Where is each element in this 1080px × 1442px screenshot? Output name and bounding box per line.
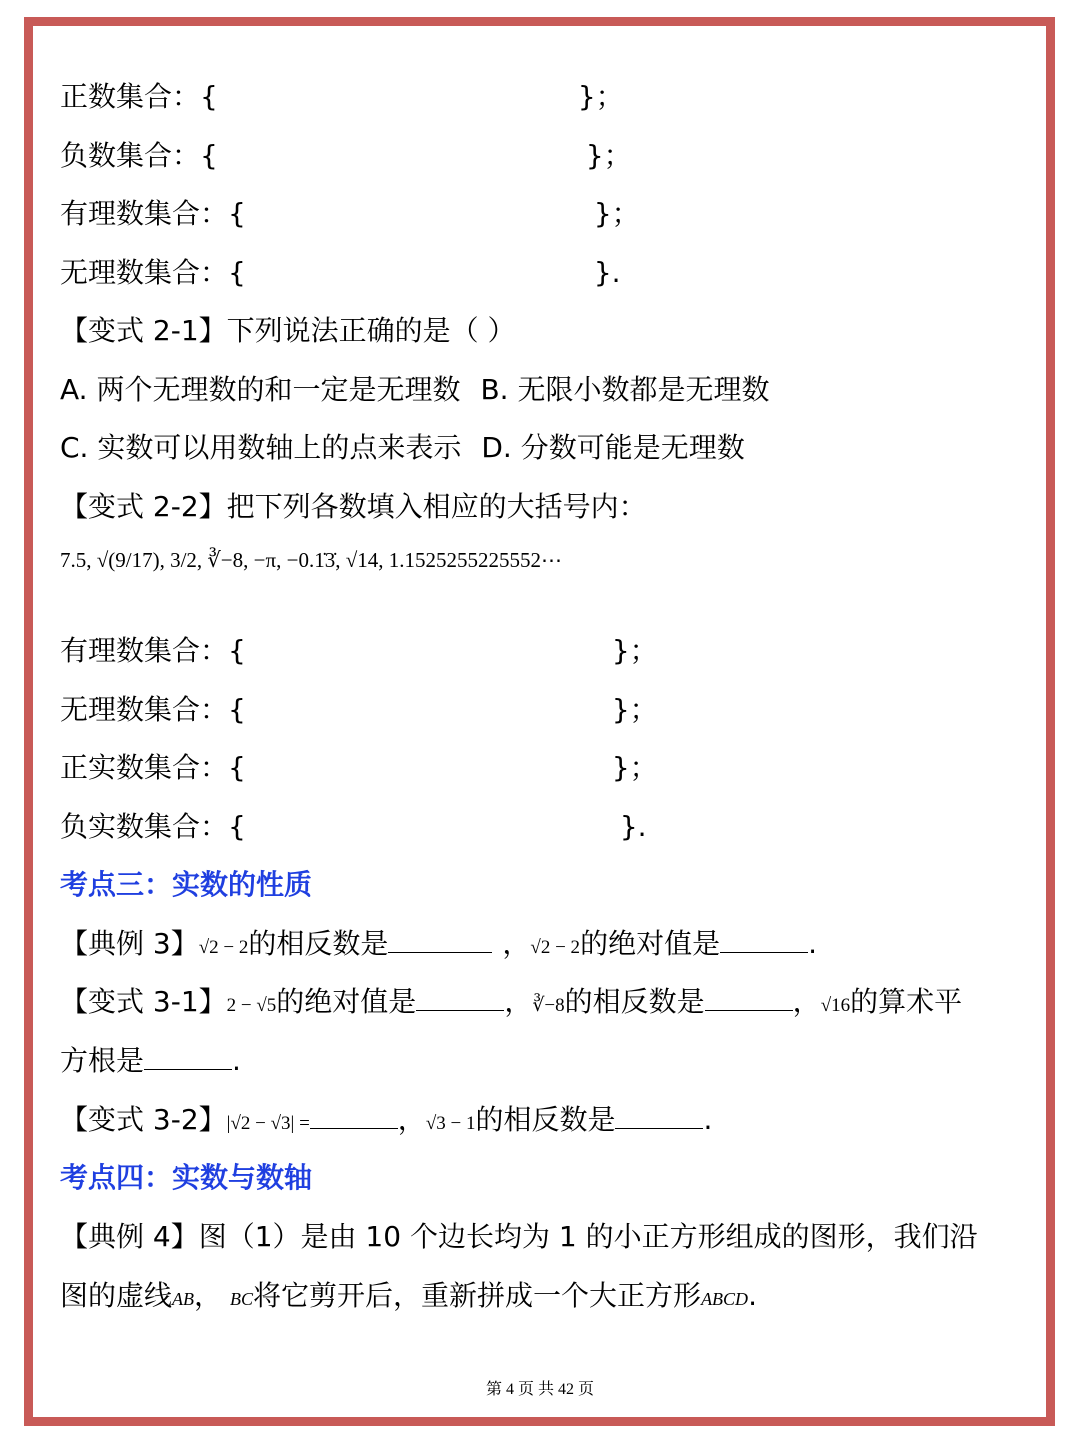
option-d: D. 分数可能是无理数 [481,431,745,464]
page-footer: 第 4 页 共 42 页 [485,1381,594,1398]
answer-blank[interactable] [615,1102,703,1129]
answer-blank[interactable] [388,926,492,953]
period: . [748,1279,757,1312]
square-label: ABCD [701,1289,749,1309]
answer-blank[interactable] [705,984,793,1011]
separator: ， [792,985,821,1018]
example-tag: 【典例 3】 [60,927,199,960]
answer-blank[interactable] [144,1043,232,1070]
math-expr: √16 [820,995,851,1016]
period: . [232,1044,241,1077]
set-line-negative [60,136,632,176]
set-close: }； [611,751,658,784]
set-label: 有理数集合：{ [60,197,246,230]
answer-blank[interactable] [720,926,808,953]
question-text: 的绝对值是 [276,985,417,1018]
set-line-positive-real [60,748,658,788]
example-3 [60,924,817,968]
question-text: 的相反数是 [564,985,705,1018]
question-text: 的算术平 [850,985,963,1018]
set-close: }； [611,693,658,726]
question-text: 图的虚线 [60,1279,173,1312]
variant-3-2 [60,1100,712,1144]
set-line-irrational-b [60,690,658,730]
number-list: 7.5, √(9/17), 3/2, ∛−8, −π, −0.1̇3̇, √14, 1.1525255225552⋯ [60,548,562,572]
set-close: }. [593,256,621,289]
segment-label: BC [230,1289,254,1309]
math-expr: ∛−8 [532,995,565,1016]
math-expr: |√2 − √3| = [226,1113,310,1134]
period: . [703,1103,713,1136]
question-text: 的绝对值是 [580,927,721,960]
variant-2-2-stem: 【变式 2-2】把下列各数填入相应的大括号内： [60,490,647,523]
set-close: }； [611,634,658,667]
question-text: 的相反数是 [248,927,389,960]
answer-blank[interactable] [310,1102,398,1129]
answer-blank[interactable] [416,984,504,1011]
set-line-positive [60,77,624,117]
set-close: }. [619,810,647,843]
set-label: 正数集合：{ [60,80,218,113]
option-c: C. 实数可以用数轴上的点来表示 [60,431,462,464]
section-3-title: 考点三：实数的性质 [60,868,313,901]
set-close: }； [585,139,632,172]
set-label: 无理数集合：{ [60,256,246,289]
math-expr: 2 − √5 [226,995,277,1016]
set-line-irrational [60,253,621,293]
set-line-negative-real [60,807,647,847]
period: . [808,927,817,960]
separator: ， [504,985,533,1018]
option-b: B. 无限小数都是无理数 [480,373,770,406]
set-label: 负实数集合：{ [60,810,246,843]
variant-tag: 【变式 3-1】 [60,985,227,1018]
math-expr: √2 − 2 [198,937,249,958]
set-close: }； [593,197,640,230]
section-4-title: 考点四：实数与数轴 [60,1161,313,1194]
variant-tag: 【变式 3-2】 [60,1103,227,1136]
question-text: 将它剪开后，重新拼成一个大正方形 [253,1279,702,1312]
set-line-rational [60,194,640,234]
set-label: 负数集合：{ [60,139,218,172]
set-label: 无理数集合：{ [60,693,246,726]
set-line-rational-b [60,631,658,671]
option-a: A. 两个无理数的和一定是无理数 [60,373,461,406]
question-text: 的相反数是 [475,1103,616,1136]
options-cd [60,428,745,468]
set-label: 正实数集合：{ [60,751,246,784]
separator: ， [194,1279,223,1312]
variant-3-1-cont [60,1041,241,1081]
options-ab [60,370,769,410]
variant-3-1 [60,982,962,1026]
variant-2-1-stem: 【变式 2-1】下列说法正确的是（ ） [60,314,516,347]
segment-label: AB [172,1289,195,1309]
math-expr: √2 − 2 [530,937,581,958]
math-expr: √3 − 1 [425,1113,476,1134]
example-4-line2 [60,1276,757,1319]
separator: ， [502,927,531,960]
set-close: }； [577,80,624,113]
example-4-line1: 【典例 4】图（1）是由 10 个边长均为 1 的小正方形组成的图形，我们沿 [60,1220,978,1253]
set-label: 有理数集合：{ [60,634,246,667]
separator: ， [397,1103,426,1136]
question-text: 方根是 [60,1044,145,1077]
